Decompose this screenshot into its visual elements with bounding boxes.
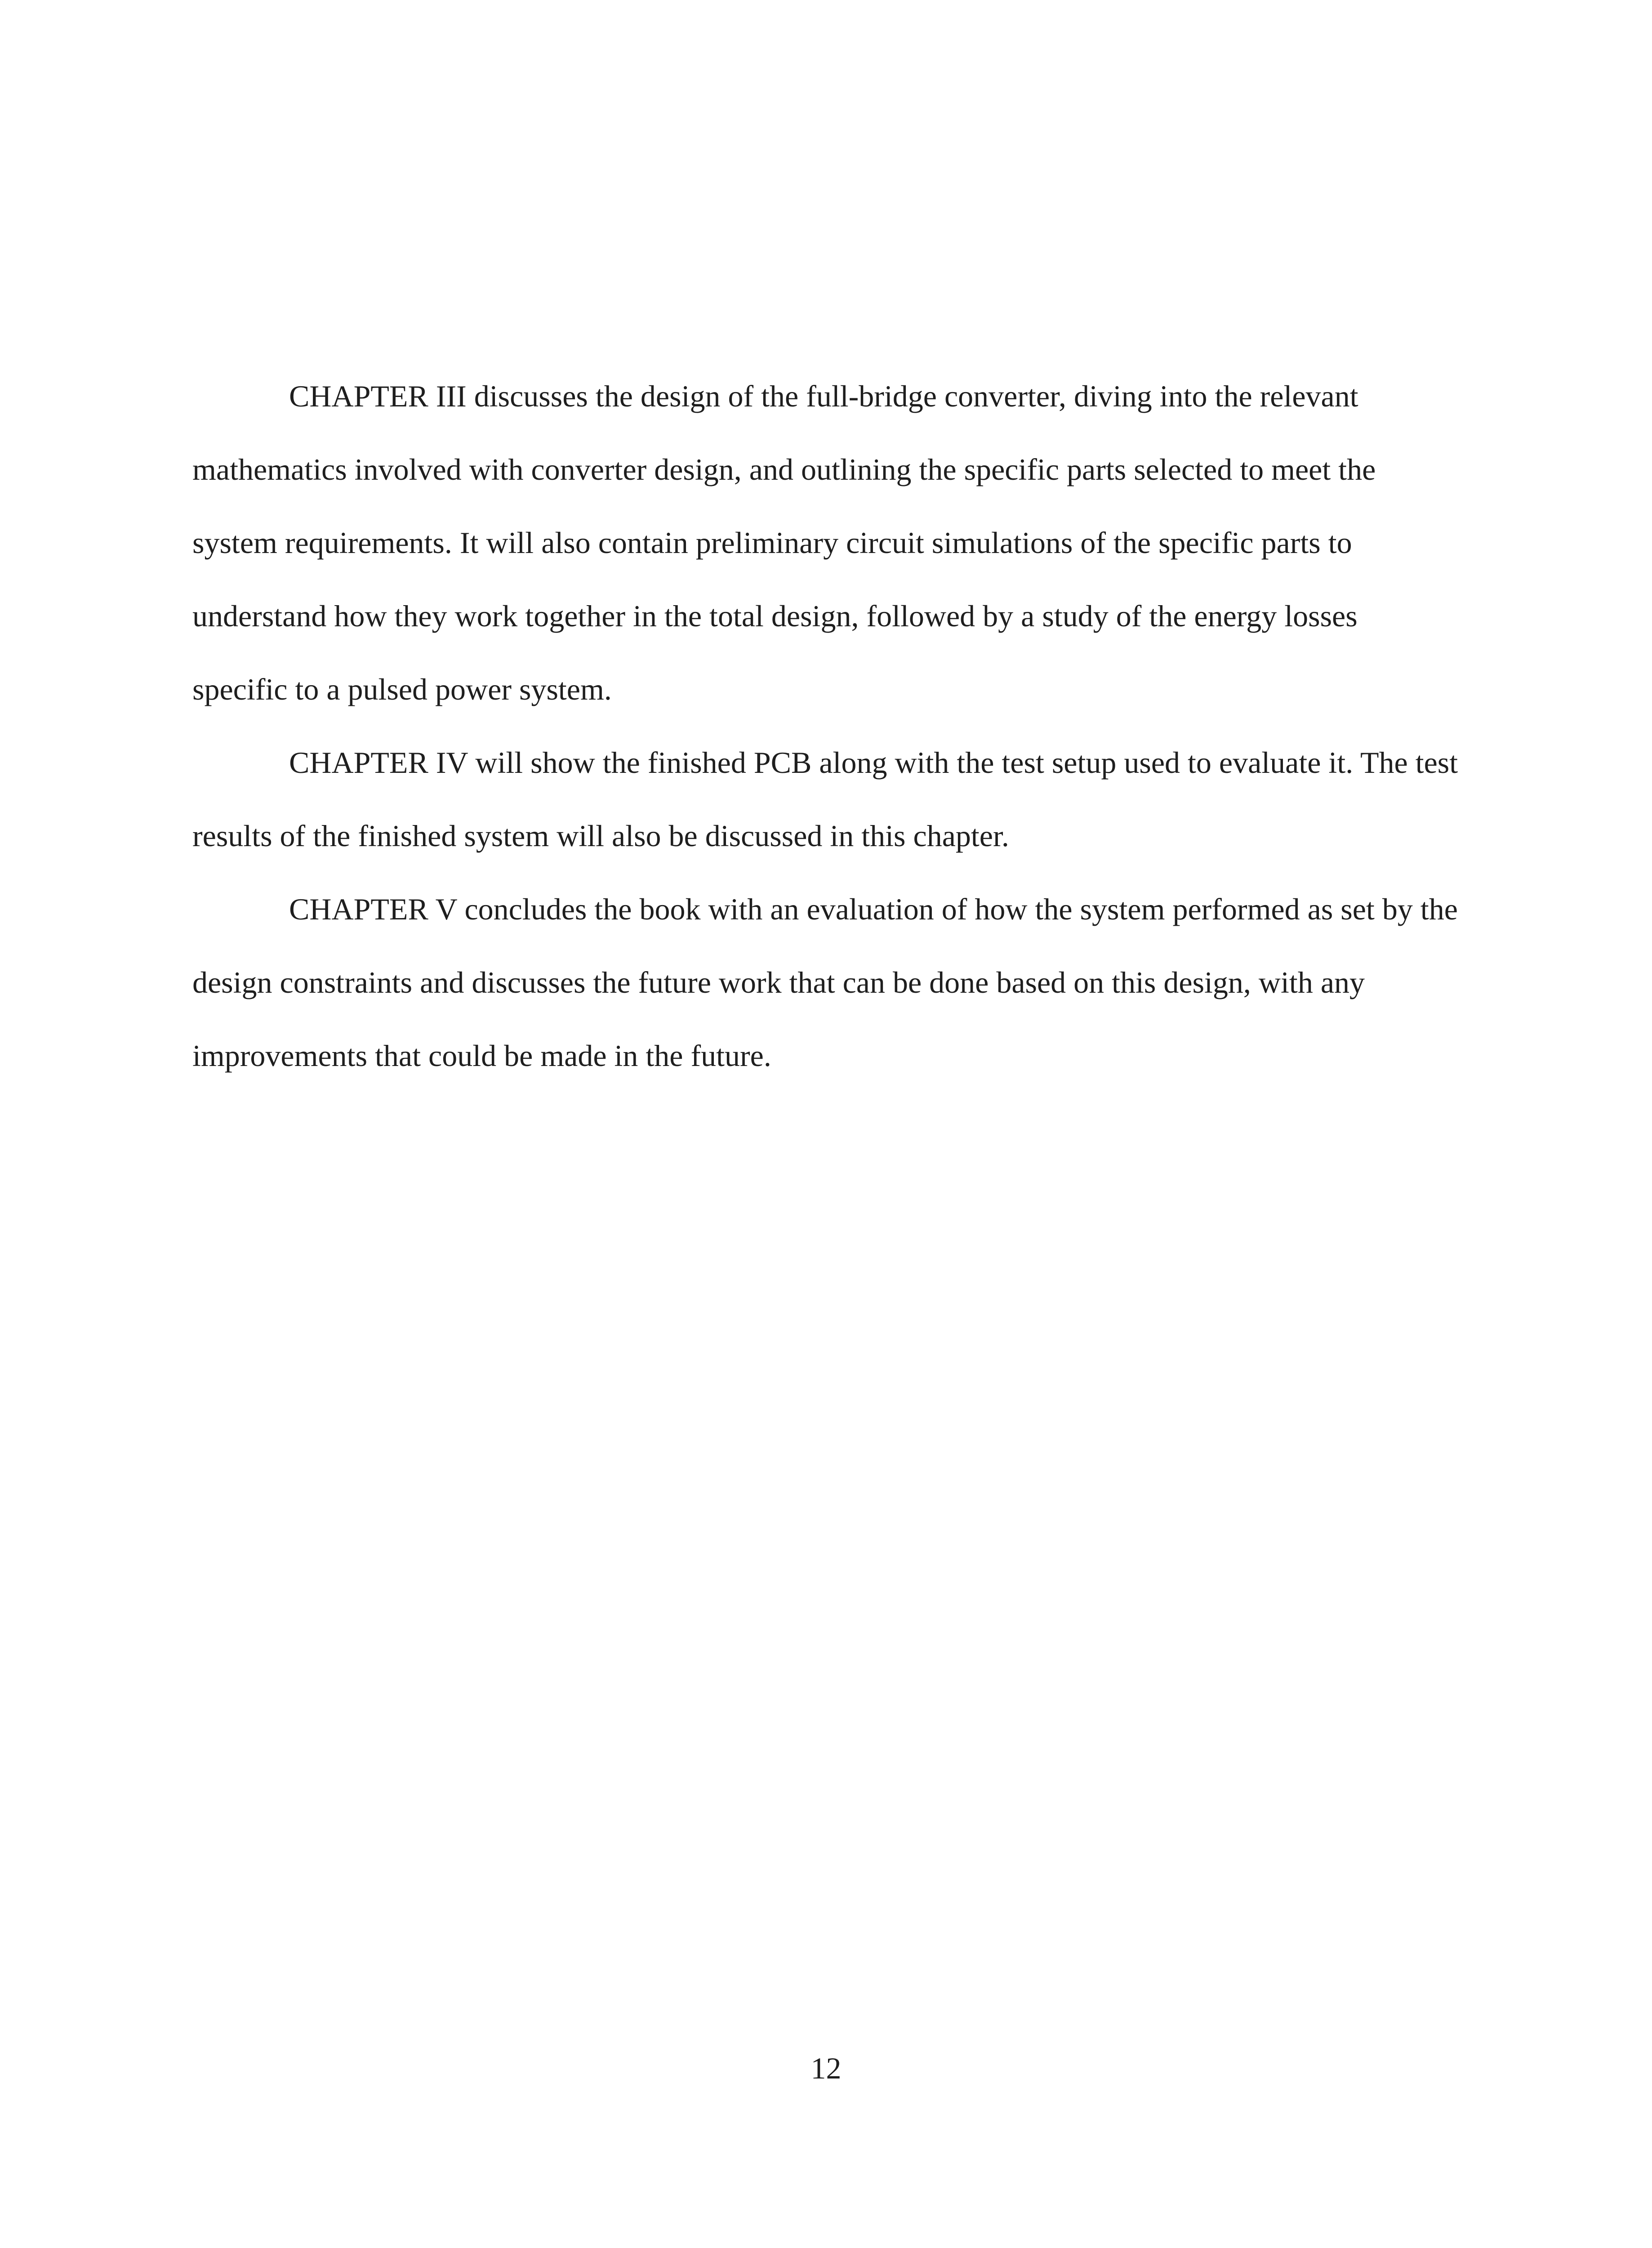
paragraph-chapter-iv: CHAPTER IV will show the finished PCB along with the test setup used to evaluate it. The test results of the finished system will also be discussed in this chapter. xyxy=(192,745,1458,853)
page-number: 12 xyxy=(810,2051,842,2085)
paragraph-chapter-v: CHAPTER V concludes the book with an evaluation of how the system performed as set by the design constraints and discusses the future work that can be done based on this design, with any improvements that could be made in the future. xyxy=(192,892,1458,1073)
paragraph-chapter-iii: CHAPTER III discusses the design of the full-bridge converter, diving into the relevant mathematics involved with converter design, and outlining the specific parts selected to meet the system requirements. It will also contain preliminary circuit simulations of the specific parts to understand how they work together in the total design, followed by a study of the energy losses specific to a pulsed power system. xyxy=(192,379,1376,706)
body-text xyxy=(192,360,1459,1093)
